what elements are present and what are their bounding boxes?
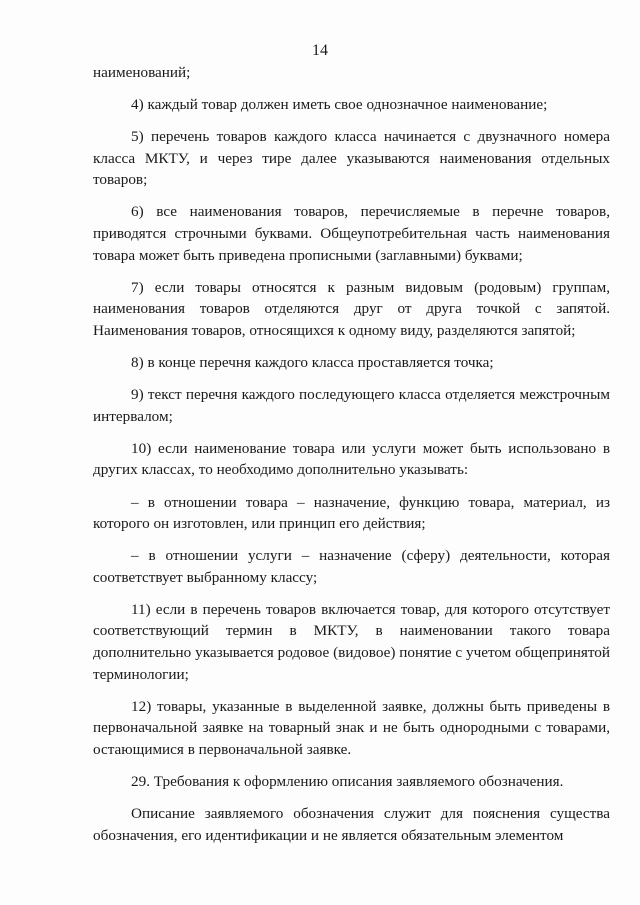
document-body xyxy=(93,62,610,857)
section-heading-29: 29. Требования к оформлению описания заявляемого обозначения. xyxy=(131,773,564,791)
list-item-6: 6) все наименования товаров, перечисляемые в перечне товаров, приводятся строчными буквами. Общеупотребительная часть наименования товара может быть приведена прописными (заглавными) буквами; xyxy=(93,203,610,264)
list-item-12: 12) товары, указанные в выделенной заявке, должны быть приведены в первоначальной заявке на товарный знак и не быть однородными с товарами, остающимися в первоначальной заявке. xyxy=(93,697,610,758)
sub-item-goods: – в отношении товара – назначение, функцию товара, материал, из которого он изготовлен, или принцип его действия; xyxy=(93,493,610,533)
list-item-10: 10) если наименование товара или услуги может быть использовано в других классах, то необходимо дополнительно указывать: xyxy=(93,439,610,479)
list-item-9: 9) текст перечня каждого последующего класса отделяется межстрочным интервалом; xyxy=(93,386,610,425)
page-number: 14 xyxy=(312,42,328,59)
list-item-4: 4) каждый товар должен иметь свое однозначное наименование; xyxy=(131,96,548,114)
list-item-8: 8) в конце перечня каждого класса проставляется точка; xyxy=(131,354,494,372)
paragraph-description: Описание заявляемого обозначения служит для пояснения существа обозначения, его идентификации и не является обязательным элементом xyxy=(93,805,610,844)
list-item-5: 5) перечень товаров каждого класса начинается с двузначного номера класса МКТУ, и через тире далее указываются наименования отдельных товаров; xyxy=(93,128,610,189)
paragraph-continuation: наименований; xyxy=(93,64,191,81)
list-item-7: 7) если товары относятся к разным видовым (родовым) группам, наименования товаров отделяются друг от друга точкой с запятой. Наименования товаров, относящихся к одному виду, разделяются запятой; xyxy=(93,278,610,339)
sub-item-services: – в отношении услуги – назначение (сферу) деятельности, которая соответствует выбранному классу; xyxy=(93,547,610,586)
list-item-11: 11) если в перечень товаров включается товар, для которого отсутствует соответствующий термин в МКТУ, в наименовании такого товара дополнительно указывается родовое (видовое) понятие с учетом общепринятой терминологии; xyxy=(93,600,610,683)
